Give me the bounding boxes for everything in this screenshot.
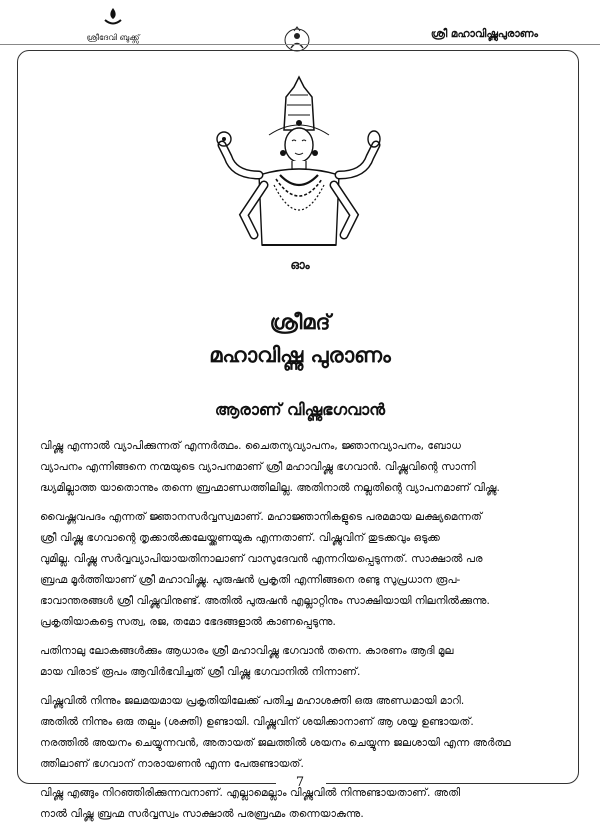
body-text (40, 436, 565, 833)
page-number: 7 (295, 775, 305, 790)
text-line: വിഷ്ണു എങ്ങും നിറഞ്ഞിരിക്കുന്നവനാണ്. എല്ലാമെല്ലാം വിഷ്ണുവിൽ നിന്നുണ്ടായതാണ്. അതി (40, 787, 461, 799)
header-divider (0, 44, 600, 45)
text-line: വുമില്ല. വിഷ്ണു സർവ്വവ്യാപിയായതിനാലാണ് വാസുദേവൻ എന്നറിയപ്പെടുന്നത്. സാക്ഷാൽ പര (40, 553, 483, 565)
text-line: പതിനാലു ലോകങ്ങൾക്കും ആധാരം ശ്രീ മഹാവിഷ്ണു ഭഗവാൻ തന്നെ. കാരണം ആദി മൂല (40, 645, 454, 657)
title-line-2: മഹാവിഷ്ണു പുരാണം (209, 343, 391, 367)
text-line: പ്രകൃതിയാകട്ടെ സത്വ, രജ, തമോ ഭേദങ്ങളാൽ കാണപ്പെടുന്നു. (40, 616, 336, 628)
page-header (0, 0, 600, 50)
chapter-subtitle: ആരാണ് വിഷ്ണുഭഗവാൻ (214, 400, 386, 419)
text-line: അതിൽ നിന്നും ഒരു തല്പം (ശക്തി) ഉണ്ടായി. വിഷ്ണുവിന് ശയിക്കാനാണ് ആ ശയ്യ ഉണ്ടായത്. (40, 716, 474, 728)
publisher-name: ശ്രീദേവി ബുക്ക്സ് (86, 33, 140, 42)
vishnu-illustration-icon (214, 75, 384, 253)
text-line: നാൽ വിഷ്ണു ബ്രഹ്മ സർവ്വസ്വം സാക്ഷാൽ പരബ്രഹ്മം തന്നെയാകുന്നു. (40, 808, 364, 820)
deity-emblem-icon (283, 26, 311, 52)
paragraph (40, 507, 565, 633)
text-line: ബ്രഹ്മ മൂർത്തിയാണ് ശ്രീ മഹാവിഷ്ണു. പുരുഷൻ പ്രകൃതി എന്നിങ്ങനെ രണ്ടു സുപ്രധാന രൂപ- (40, 574, 461, 586)
text-line: മായ വിരാട് രൂപം ആവിർഭവിച്ചത് ശ്രീ വിഷ്ണു ഭഗവാനിൽ നിന്നാണ്. (40, 666, 361, 678)
text-line: വ്യാപനം എന്നിങ്ങനെ നന്മയുടെ വ്യാപനമാണ് ശ്രീ മഹാവിഷ്ണു ഭഗവാൻ. വിഷ്ണുവിന്റെ സാന്നി (40, 461, 476, 473)
text-line: വിഷ്ണു എന്നാൽ വ്യാപിക്കുന്നത് എന്നർത്ഥം. ചൈതന്യവ്യാപനം, ജ്ഞാനവ്യാപനം, ബോധ (40, 440, 461, 452)
text-line: വിഷ്ണുവിൽ നിന്നും ജലമയമായ പ്രകൃതിയിലേക്ക് പതിച്ച മഹാശക്തി ഒരു അണ്ഡമായി മാറി. (40, 695, 465, 707)
book-title: ശ്രീ മഹാവിഷ്ണുപുരാണം (430, 28, 538, 40)
paragraph (40, 641, 565, 683)
text-line: ഭാവാന്തരങ്ങൾ ശ്രീ വിഷ്ണുവിനുണ്ട്. അതിൽ പുരുഷൻ എല്ലാറ്റിനും സാക്ഷിയായി നിലനിൽക്കുന്നു. (40, 595, 490, 607)
publisher-lamp-logo-icon (102, 7, 124, 27)
text-line: ശ്രീ വിഷ്ണു ഭഗവാന്റെ തൃക്കാൽക്കലേയ്ക്കണയുക എന്നതാണ്. വിഷ്ണുവിന് തുടക്കവും ഒടുക്ക (40, 532, 440, 544)
text-line: ത്തിലാണ് ഭഗവാന് നാരായണൻ എന്ന പേരുണ്ടായത്. (40, 758, 304, 770)
text-line: നരത്തിൽ അയനം ചെയ്യുന്നവൻ, അതായത് ജലത്തിൽ ശയനം ചെയ്യുന്ന ജലശായി എന്ന അർത്ഥ (40, 737, 511, 749)
title-line-1: ശ്രീമദ് (269, 310, 331, 334)
paragraph (40, 436, 565, 499)
publisher-mark (68, 7, 158, 43)
text-line: വൈഷ്ണവപദം എന്നത് ജ്ഞാനസർവ്വസ്വമാണ്. മഹാജ്ഞാനികളുടെ പരമമായ ലക്ഷ്യമെന്നത് (40, 511, 482, 523)
om-symbol: ഓം (290, 258, 310, 272)
paragraph (40, 691, 565, 775)
text-line: ദ്ധ്യമില്ലാത്ത യാതൊന്നും തന്നെ ബ്രഹ്മാണ്ഡത്തിലില്ല. അതിനാൽ നല്ലതിന്റെ വ്യാപനമാണ് വിഷ്ണു. (40, 482, 500, 494)
